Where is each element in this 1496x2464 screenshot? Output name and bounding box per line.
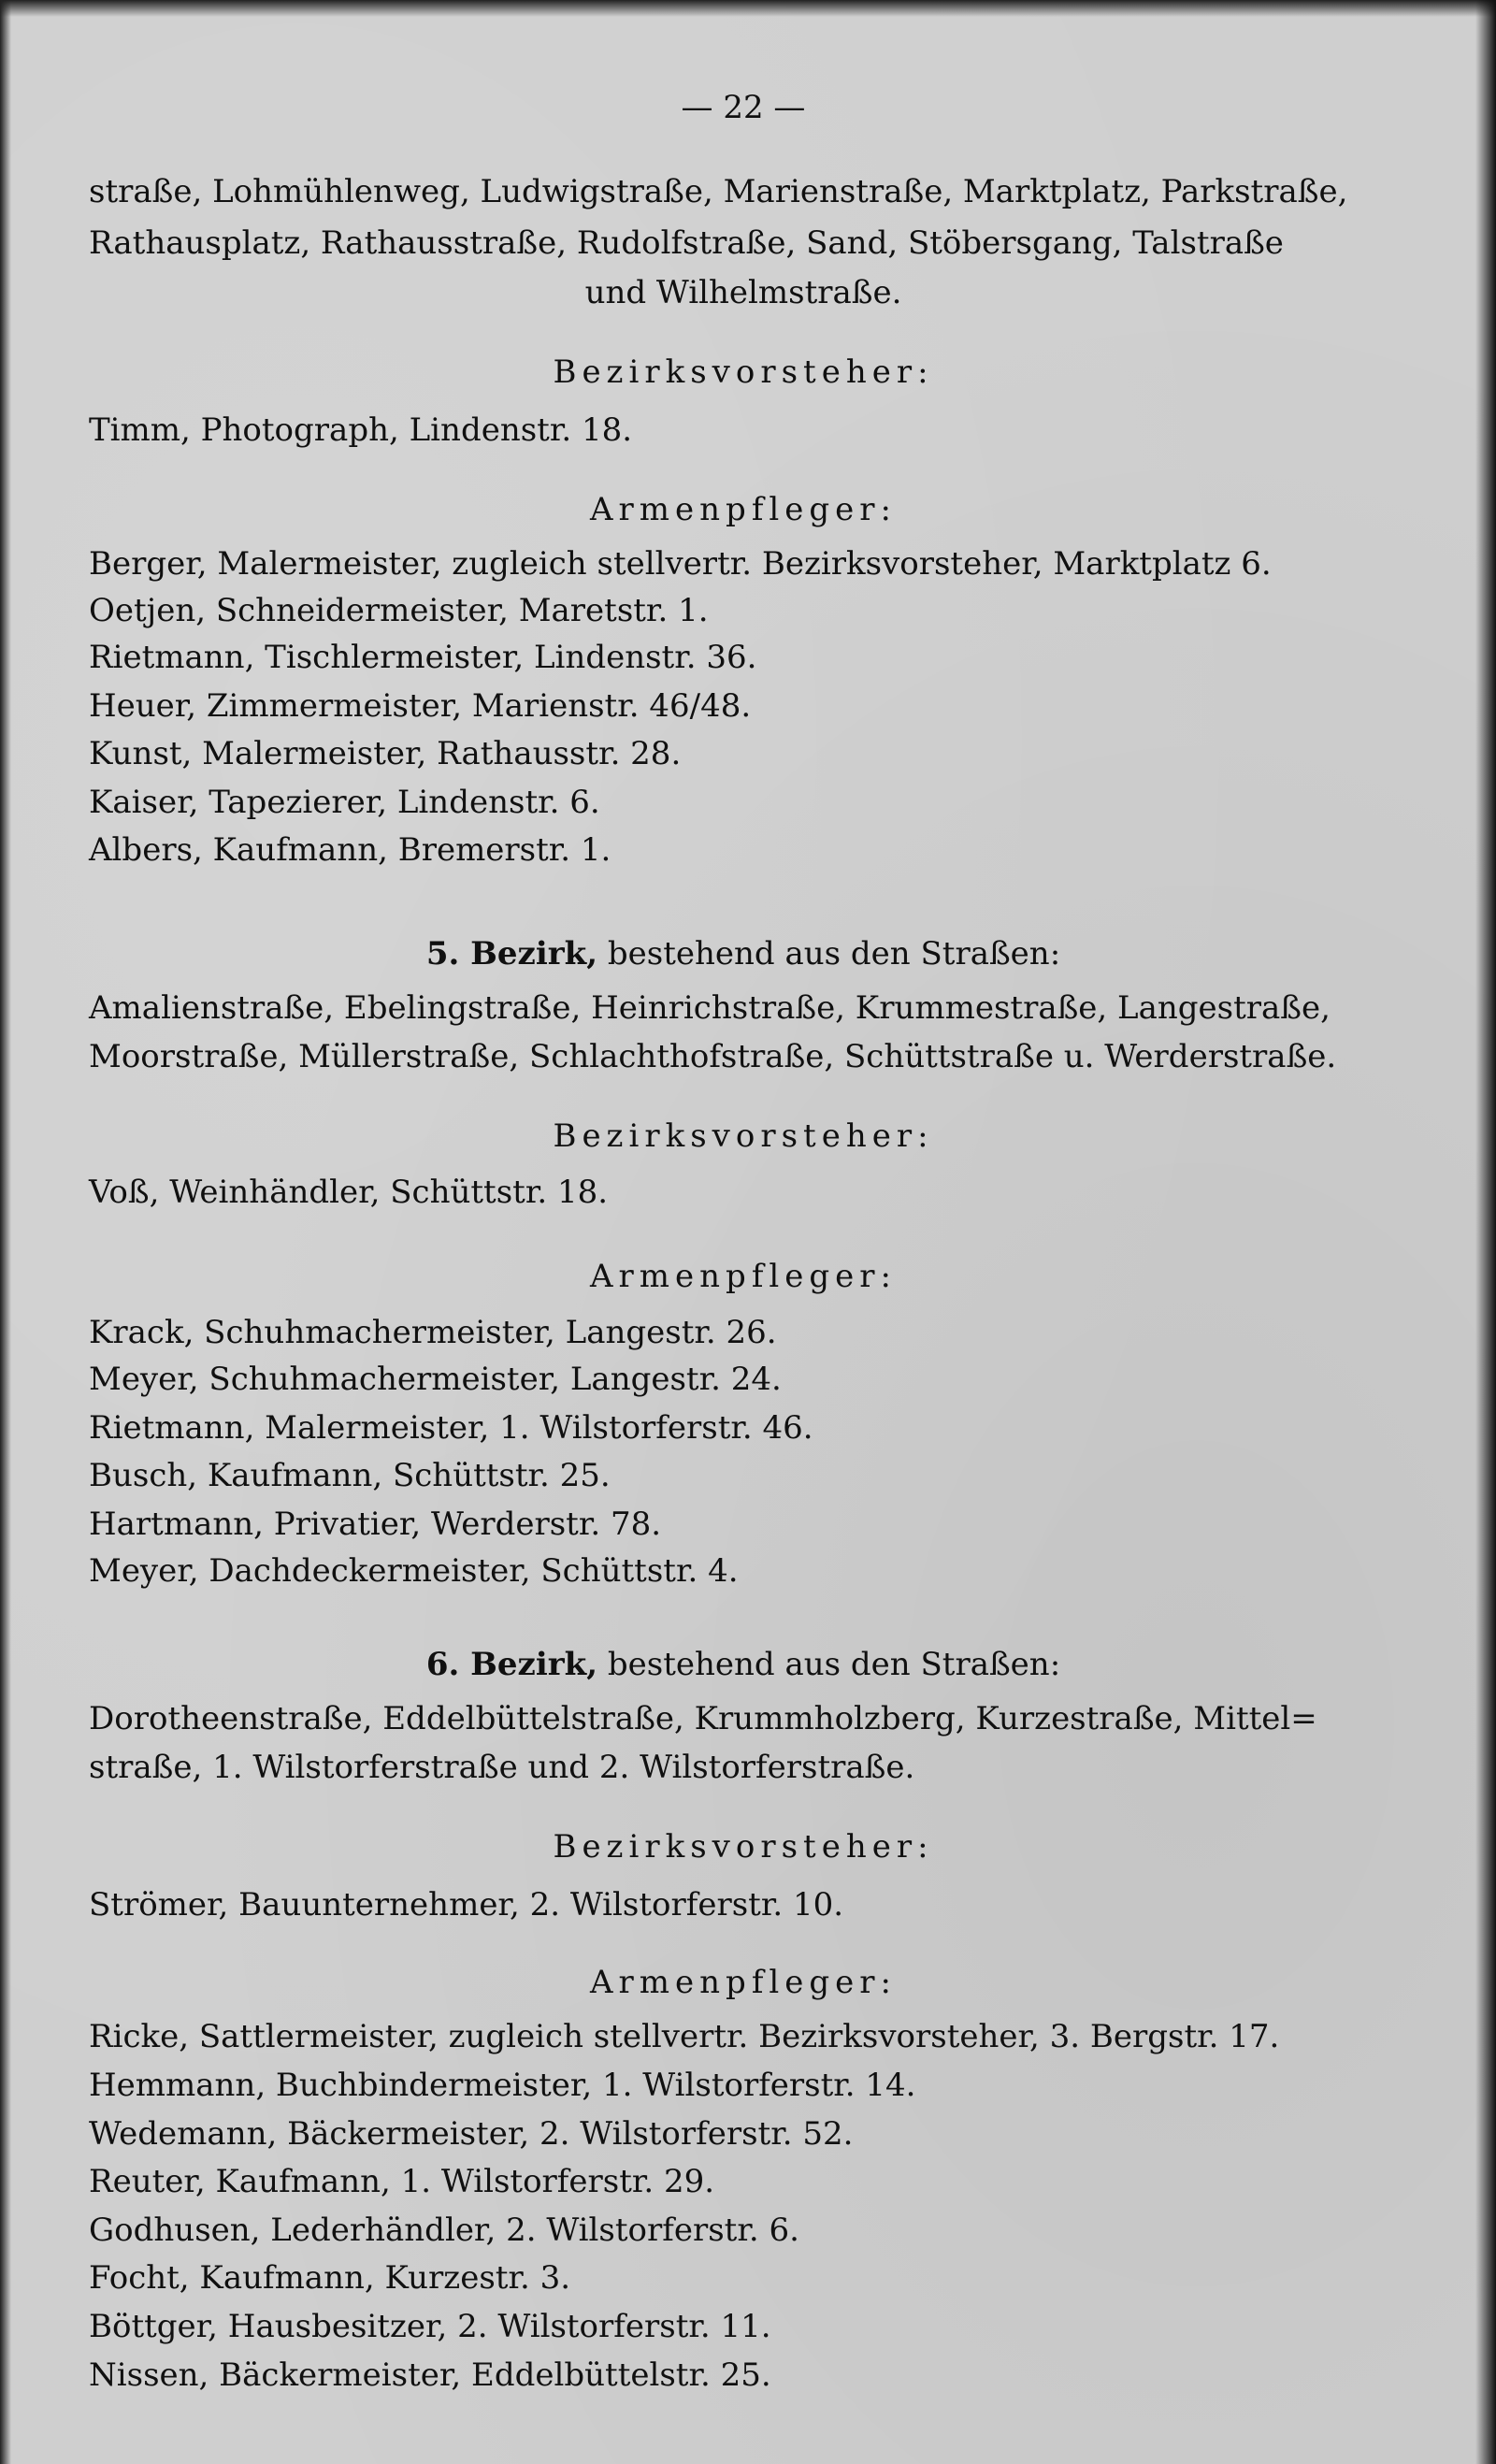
armenpfleger-entry: Godhusen, Lederhändler, 2. Wilstorferstr. 6. [89, 2212, 799, 2249]
page-right-shadow [1475, 0, 1496, 2464]
armenpfleger-entry: Berger, Malermeister, zugleich stellvertr. Bezirksvorsteher, Marktplatz 6. [89, 545, 1272, 583]
bezirksvorsteher-heading: Bezirksvorsteher: [553, 353, 934, 391]
section-5-street-line: Amalienstraße, Ebelingstraße, Heinrichstraße, Krummestraße, Langestraße, [89, 989, 1331, 1027]
bezirksvorsteher-heading: Bezirksvorsteher: [553, 1828, 934, 1866]
armenpfleger-entry: Meyer, Schuhmachermeister, Langestr. 24. [89, 1361, 782, 1398]
section-5-title [89, 935, 1398, 973]
armenpfleger-entry: Oetjen, Schneidermeister, Maretstr. 1. [89, 592, 709, 629]
section-6-street-line: Dorotheenstraße, Eddelbüttelstraße, Krummholzberg, Kurzestraße, Mittel= [89, 1700, 1317, 1737]
armenpfleger-entry: Böttger, Hausbesitzer, 2. Wilstorferstr. 11. [89, 2308, 771, 2345]
armenpfleger-entry: Rietmann, Malermeister, 1. Wilstorferstr. 46. [89, 1409, 813, 1447]
page-left-shadow [0, 0, 11, 2464]
bezirksvorsteher-entry: Voß, Weinhändler, Schüttstr. 18. [89, 1174, 609, 1211]
intro-street-line: straße, Lohmühlenweg, Ludwigstraße, Marienstraße, Marktplatz, Parkstraße, [89, 173, 1348, 210]
section-6-number: 6. Bezirk, [425, 1646, 598, 1683]
bezirksvorsteher-heading: Bezirksvorsteher: [553, 1117, 934, 1155]
armenpfleger-entry: Reuter, Kaufmann, 1. Wilstorferstr. 29. [89, 2163, 715, 2200]
section-6-title [89, 1646, 1398, 1683]
armenpfleger-entry: Kaiser, Tapezierer, Lindenstr. 6. [89, 784, 600, 821]
armenpfleger-entry: Rietmann, Tischlermeister, Lindenstr. 36. [89, 639, 757, 676]
armenpfleger-entry: Meyer, Dachdeckermeister, Schüttstr. 4. [89, 1552, 739, 1590]
intro-street-line: Rathausplatz, Rathausstraße, Rudolfstraße, Sand, Stöbersgang, Talstraße [89, 224, 1284, 262]
armenpfleger-entry: Krack, Schuhmachermeister, Langestr. 26. [89, 1314, 777, 1351]
armenpfleger-entry: Kunst, Malermeister, Rathausstr. 28. [89, 735, 682, 772]
armenpfleger-entry: Wedemann, Bäckermeister, 2. Wilstorferstr. 52. [89, 2115, 854, 2153]
armenpfleger-entry: Hemmann, Buchbindermeister, 1. Wilstorferstr. 14. [89, 2067, 916, 2104]
bezirksvorsteher-entry: Timm, Photograph, Lindenstr. 18. [89, 411, 633, 449]
armenpfleger-entry: Heuer, Zimmermeister, Marienstr. 46/48. [89, 687, 752, 725]
armenpfleger-entry: Busch, Kaufmann, Schüttstr. 25. [89, 1457, 611, 1494]
bezirksvorsteher-entry: Strömer, Bauunternehmer, 2. Wilstorferstr. 10. [89, 1886, 844, 1924]
armenpfleger-entry: Ricke, Sattlermeister, zugleich stellvertr. Bezirksvorsteher, 3. Bergstr. 17. [89, 2018, 1280, 2055]
section-5-subtitle: bestehend aus den Straßen: [597, 935, 1061, 973]
armenpfleger-heading: Armenpfleger: [589, 491, 897, 528]
armenpfleger-entry: Focht, Kaufmann, Kurzestr. 3. [89, 2259, 571, 2297]
section-5-number: 5. Bezirk, [425, 935, 598, 973]
page-top-shadow [0, 0, 1496, 17]
armenpfleger-heading: Armenpfleger: [589, 1258, 897, 1295]
armenpfleger-entry: Hartmann, Privatier, Werderstr. 78. [89, 1506, 662, 1543]
section-6-subtitle: bestehend aus den Straßen: [597, 1646, 1061, 1683]
armenpfleger-heading: Armenpfleger: [589, 1964, 897, 2001]
page-number: — 22 — [681, 89, 806, 126]
section-5-street-line: Moorstraße, Müllerstraße, Schlachthofstraße, Schüttstraße u. Werderstraße. [89, 1038, 1337, 1075]
section-6-street-line: straße, 1. Wilstorferstraße und 2. Wilstorferstraße. [89, 1749, 915, 1786]
intro-street-line: und Wilhelmstraße. [584, 274, 902, 311]
armenpfleger-entry: Nissen, Bäckermeister, Eddelbüttelstr. 25. [89, 2356, 771, 2394]
armenpfleger-entry: Albers, Kaufmann, Bremerstr. 1. [89, 831, 611, 869]
